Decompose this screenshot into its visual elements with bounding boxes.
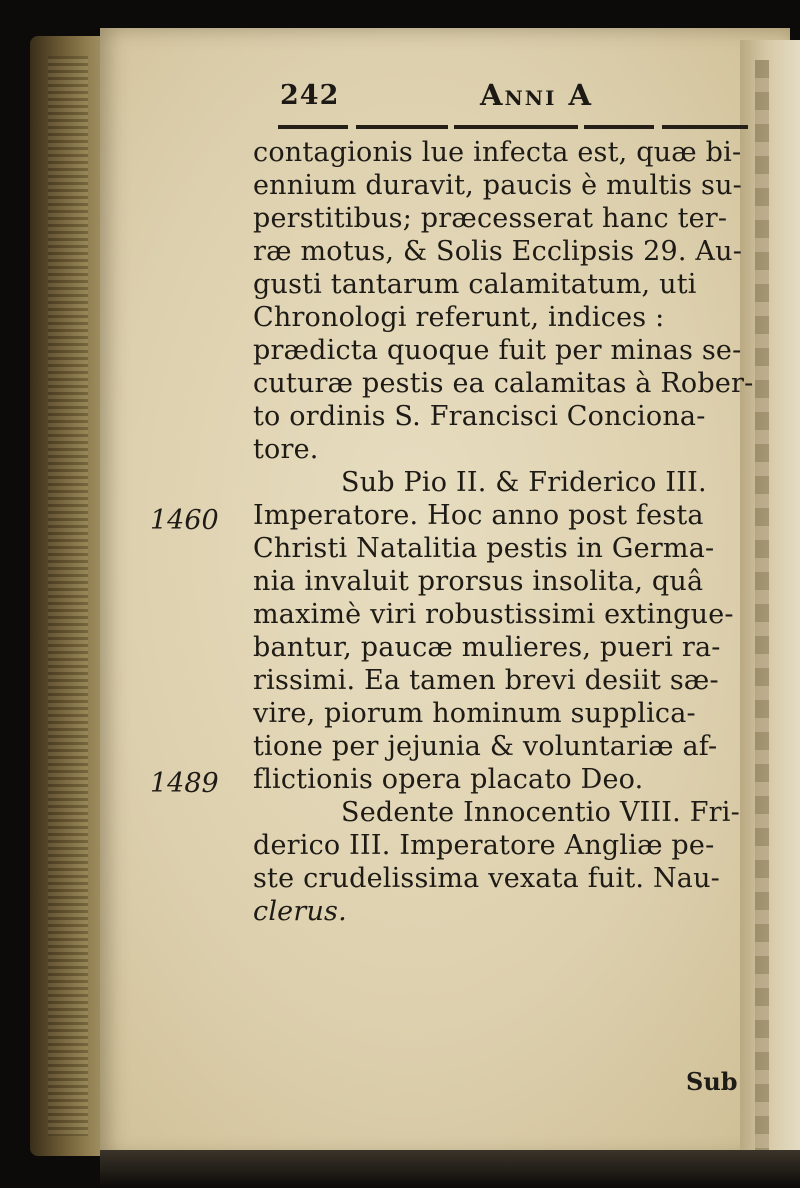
text-line: vire, piorum hominum supplica-: [253, 698, 696, 729]
page-bottom-shadow: [100, 1150, 800, 1188]
body-text: [253, 136, 753, 928]
text-line: prædicta quoque fuit per minas se-: [253, 335, 742, 366]
text-line: to ordinis S. Francisci Conciona-: [253, 401, 706, 432]
text-line: perstitibus; præcesserat hanc ter-: [253, 203, 728, 234]
text-line: maximè viri robustissimi extingue-: [253, 599, 734, 630]
header-rule: [278, 125, 748, 129]
text-line: bantur, paucæ mulieres, pueri ra-: [253, 632, 721, 663]
text-line: rissimi. Ea tamen brevi desiit sæ-: [253, 665, 719, 696]
text-line: nia invaluit prorsus insolita, quâ: [253, 566, 704, 597]
catchword: Sub: [686, 1067, 738, 1096]
text-line: clerus.: [253, 896, 347, 927]
margin-year: 1460: [150, 505, 219, 536]
bleed-through-text: [755, 60, 769, 1150]
text-line: tione per jejunia & voluntariæ af-: [253, 731, 718, 762]
text-line: Sub Pio II. & Friderico III.: [341, 467, 707, 498]
text-line: Chronologi referunt, indices :: [253, 302, 665, 333]
text-line: ste crudelissima vexata fuit. Nau-: [253, 863, 720, 894]
text-line: ræ motus, & Solis Ecclipsis 29. Au-: [253, 236, 743, 267]
text-line: Imperatore. Hoc anno post festa: [253, 500, 704, 531]
text-line: tore.: [253, 434, 319, 465]
text-line: ennium duravit, paucis è multis su-: [253, 170, 742, 201]
margin-year: 1489: [150, 768, 219, 799]
text-line: Sedente Innocentio VIII. Fri-: [341, 797, 740, 828]
text-line: derico III. Imperatore Angliæ pe-: [253, 830, 715, 861]
text-line: Christi Natalitia pestis in Germa-: [253, 533, 715, 564]
text-line: cuturæ pestis ea calamitas à Rober-: [253, 368, 753, 399]
text-line: flictionis opera placato Deo.: [253, 764, 644, 795]
running-head: Anni A: [480, 78, 594, 112]
page-header: [280, 80, 750, 120]
page-number: 242: [280, 80, 340, 111]
text-line: contagionis lue infecta est, quæ bi-: [253, 137, 742, 168]
text-line: gusti tantarum calamitatum, uti: [253, 269, 697, 300]
